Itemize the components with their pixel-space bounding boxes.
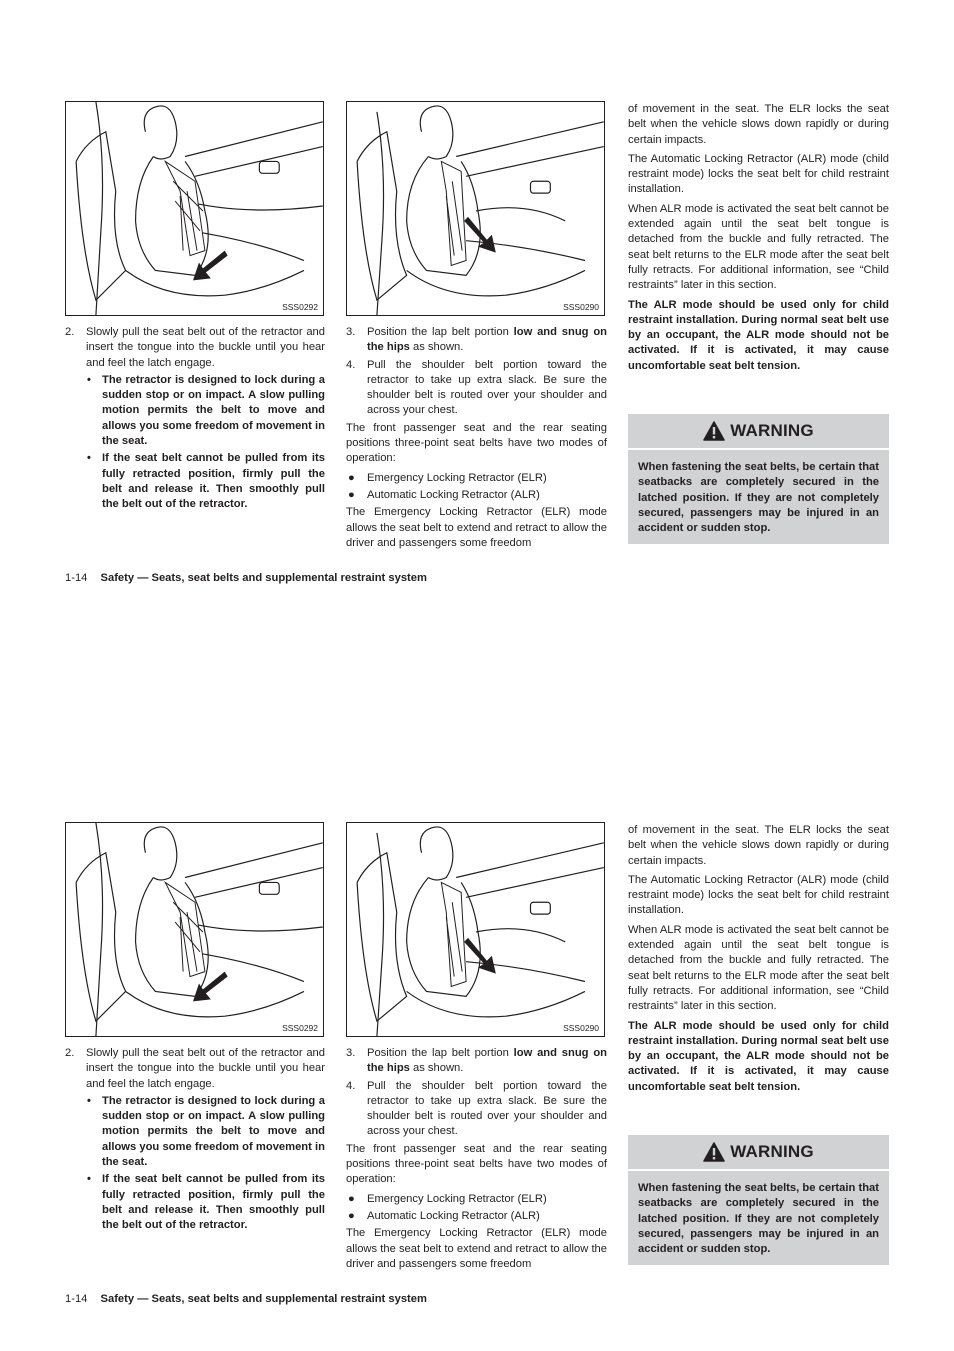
figure-pull-belt [65, 101, 324, 316]
alr-activation: When ALR mode is activated the seat belt cannot be extended again until the seat belt tongue is detached from the buckle and fully retracted. The seat belt returns to the ELR mode after the seat belt fully retracts. For additional information, see “Child restraints” later in this section. [628, 923, 889, 1013]
figure-position-lap-belt [346, 822, 605, 1037]
page-bottom [0, 721, 954, 1321]
elr-description-cont: of movement in the seat. The ELR locks the seat belt when the vehicle slows down rapidly or during certain impacts. [628, 103, 889, 146]
section-title: Safety — Seats, seat belts and supplemental restraint system [100, 572, 427, 584]
figure-position-lap-belt [346, 101, 605, 316]
warning-box [628, 1135, 889, 1265]
mode-elr: ● Emergency Locking Retractor (ELR) [348, 1192, 547, 1205]
alr-description: The Automatic Locking Retractor (ALR) mode (child restraint mode) locks the seat belt for child restraint installation. [628, 873, 889, 917]
elr-description-cont: of movement in the seat. The ELR locks the seat belt when the vehicle slows down rapidly or during certain impacts. [628, 824, 889, 867]
elr-description: The Emergency Locking Retractor (ELR) mode allows the seat belt to extend and retract to allow the driver and passengers some freedom [346, 506, 607, 549]
alr-usage-note: The ALR mode should be used only for child restraint installation. During normal seat belt use by an occupant, the ALR mode should not be activated. If it is activated, it may cause uncomfortable seat belt tension. [628, 298, 889, 372]
warning-title: WARNING [730, 1142, 814, 1161]
step-2: 2. Slowly pull the seat belt out of the retractor and insert the tongue into the buckle until you hear and feel the latch engage. [65, 1047, 325, 1090]
warning-header [628, 1135, 889, 1171]
step-4: 4. Pull the shoulder belt portion toward the retractor to take up extra slack. Be sure the shoulder belt is routed over your shoulder and across your chest. [346, 1079, 607, 1138]
warning-text: When fastening the seat belts, be certain that seatbacks are completely secured in the latched position. If they are not completely secured, passengers may be injured in an accident or sudden stop. [638, 1182, 879, 1256]
illustration-woman-positioning-belt [347, 823, 604, 1036]
alr-activation: When ALR mode is activated the seat belt cannot be extended again until the seat belt tongue is detached from the buckle and fully retracted. The seat belt returns to the ELR mode after the seat belt fully retracts. For additional information, see “Child restraints” later in this section. [628, 202, 889, 292]
figure-code: SSS0290 [563, 1023, 599, 1033]
figure-pull-belt [65, 822, 324, 1037]
warning-title: WARNING [730, 421, 814, 440]
step-2: 2. Slowly pull the seat belt out of the retractor and insert the tongue into the buckle until you hear and feel the latch engage. [65, 326, 325, 369]
warning-header [628, 414, 889, 450]
step-2-note-retractor: • The retractor is designed to lock during a sudden stop or on impact. A slow pulling motion permits the belt to move and allows you some freedom of movement in the seat. [87, 1094, 325, 1169]
step-2-note-pull: • If the seat belt cannot be pulled from its fully retracted position, firmly pull the belt and release it. Then smoothly pull the belt out of the retractor. [87, 452, 325, 511]
illustration-woman-pulling-belt [66, 823, 323, 1036]
warning-box [628, 414, 889, 544]
illustration-woman-pulling-belt [66, 102, 323, 315]
column-left [65, 1046, 325, 1236]
step-3: 3. Position the lap belt portion low and snug on the hips as shown. [346, 326, 608, 354]
alr-usage-note: The ALR mode should be used only for child restraint installation. During normal seat belt use by an occupant, the ALR mode should not be activated. If it is activated, it may cause uncomfortable seat belt tension. [628, 1019, 889, 1093]
elr-description: The Emergency Locking Retractor (ELR) mode allows the seat belt to extend and retract to allow the driver and passengers some freedom [346, 1227, 607, 1270]
page-number: 1-14 [65, 1293, 88, 1305]
page-footer [65, 572, 427, 584]
step-4: 4. Pull the shoulder belt portion toward the retractor to take up extra slack. Be sure the shoulder belt is routed over your shoulder and across your chest. [346, 358, 607, 417]
modes-intro: The front passenger seat and the rear seating positions three-point seat belts have two modes of operation: [346, 1142, 607, 1186]
page-top [0, 0, 954, 600]
column-left [65, 325, 325, 515]
column-right [628, 102, 889, 378]
modes-intro: The front passenger seat and the rear seating positions three-point seat belts have two modes of operation: [346, 421, 607, 465]
illustration-woman-positioning-belt [347, 102, 604, 315]
step-2-note-retractor: • The retractor is designed to lock during a sudden stop or on impact. A slow pulling motion permits the belt to move and allows you some freedom of movement in the seat. [87, 373, 325, 448]
section-title: Safety — Seats, seat belts and supplemental restraint system [100, 1293, 427, 1305]
step-2-note-pull: • If the seat belt cannot be pulled from its fully retracted position, firmly pull the belt and release it. Then smoothly pull the belt out of the retractor. [87, 1173, 325, 1232]
mode-elr: ● Emergency Locking Retractor (ELR) [348, 471, 547, 484]
warning-triangle-icon [703, 421, 725, 441]
mode-alr: ● Automatic Locking Retractor (ALR) [348, 1209, 540, 1222]
figure-code: SSS0292 [282, 302, 318, 312]
figure-code: SSS0292 [282, 1023, 318, 1033]
warning-text: When fastening the seat belts, be certain that seatbacks are completely secured in the latched position. If they are not completely secured, passengers may be injured in an accident or sudden stop. [638, 461, 879, 535]
column-middle [346, 325, 607, 555]
warning-triangle-icon [703, 1142, 725, 1162]
page-footer [65, 1293, 427, 1305]
figure-code: SSS0290 [563, 302, 599, 312]
step-3: 3. Position the lap belt portion low and snug on the hips as shown. [346, 1047, 608, 1075]
column-right [628, 823, 889, 1099]
page-number: 1-14 [65, 572, 88, 584]
mode-alr: ● Automatic Locking Retractor (ALR) [348, 488, 540, 501]
column-middle [346, 1046, 607, 1276]
alr-description: The Automatic Locking Retractor (ALR) mode (child restraint mode) locks the seat belt for child restraint installation. [628, 152, 889, 196]
